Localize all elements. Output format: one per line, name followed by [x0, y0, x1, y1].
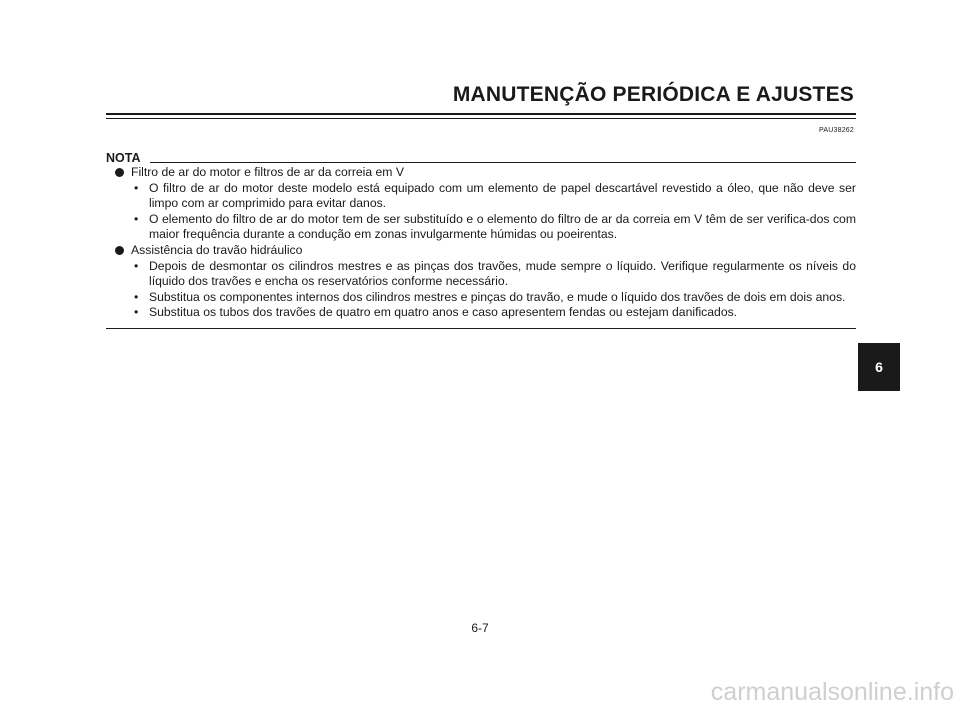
section-items [131, 259, 856, 321]
bullet-icon: • [134, 289, 139, 304]
page-header-title: MANUTENÇÃO PERIÓDICA E AJUSTES [452, 83, 854, 106]
header-rule-thin [106, 118, 856, 119]
list-item [131, 259, 856, 290]
note-header-rule [150, 162, 857, 163]
bullet-icon: • [134, 258, 139, 273]
section-title: Assistência do travão hidráulico [131, 242, 303, 257]
list-item-text: O elemento do filtro de ar do motor tem de ser substituído e o elemento do filtro de ar da correia em V têm de ser verifica-dos com maior frequência durante a condução em zonas invulgarmente húmidas ou poeirentas. [149, 211, 856, 242]
document-code: PAU38262 [819, 127, 854, 134]
page-number: 6-7 [471, 621, 489, 635]
bullet-icon: • [134, 305, 139, 320]
bullet-icon: • [134, 211, 139, 226]
list-item [131, 290, 856, 306]
list-item [131, 212, 856, 243]
note-header [106, 151, 856, 165]
list-item [131, 305, 856, 321]
note-end-rule [106, 328, 856, 329]
note-section-air-filter [106, 165, 856, 243]
header-rule-thick [106, 113, 856, 115]
note-label: NOTA [106, 151, 141, 165]
section-items [131, 181, 856, 243]
list-item-text: Substitua os componentes internos dos cilindros mestres e pinças do travão, e mude o líquido dos travões de dois em dois anos. [149, 289, 846, 304]
bullet-dot-icon [115, 168, 124, 177]
section-title: Filtro de ar do motor e filtros de ar da correia em V [131, 165, 404, 179]
list-item-text: O filtro de ar do motor deste modelo está equipado com um elemento de papel descartável revestido a óleo, que não deve ser limpo com ar comprimido para evitar danos. [149, 180, 856, 211]
list-item-text: Depois de desmontar os cilindros mestres e as pinças dos travões, mude sempre o líquido. Verifique regularmente os níveis do líquido dos travões e encha os reservatórios conforme necessário. [149, 258, 856, 289]
list-item-text: Substitua os tubos dos travões de quatro em quatro anos e caso apresentem fendas ou estejam danificados. [149, 305, 738, 320]
bullet-dot-icon [115, 246, 124, 255]
chapter-tab: 6 [858, 343, 900, 391]
note-section-hydraulic-brake [106, 243, 856, 321]
list-item [131, 181, 856, 212]
bullet-icon: • [134, 180, 139, 195]
note-box [106, 151, 856, 329]
watermark: carmanualsonline.info [710, 678, 954, 706]
